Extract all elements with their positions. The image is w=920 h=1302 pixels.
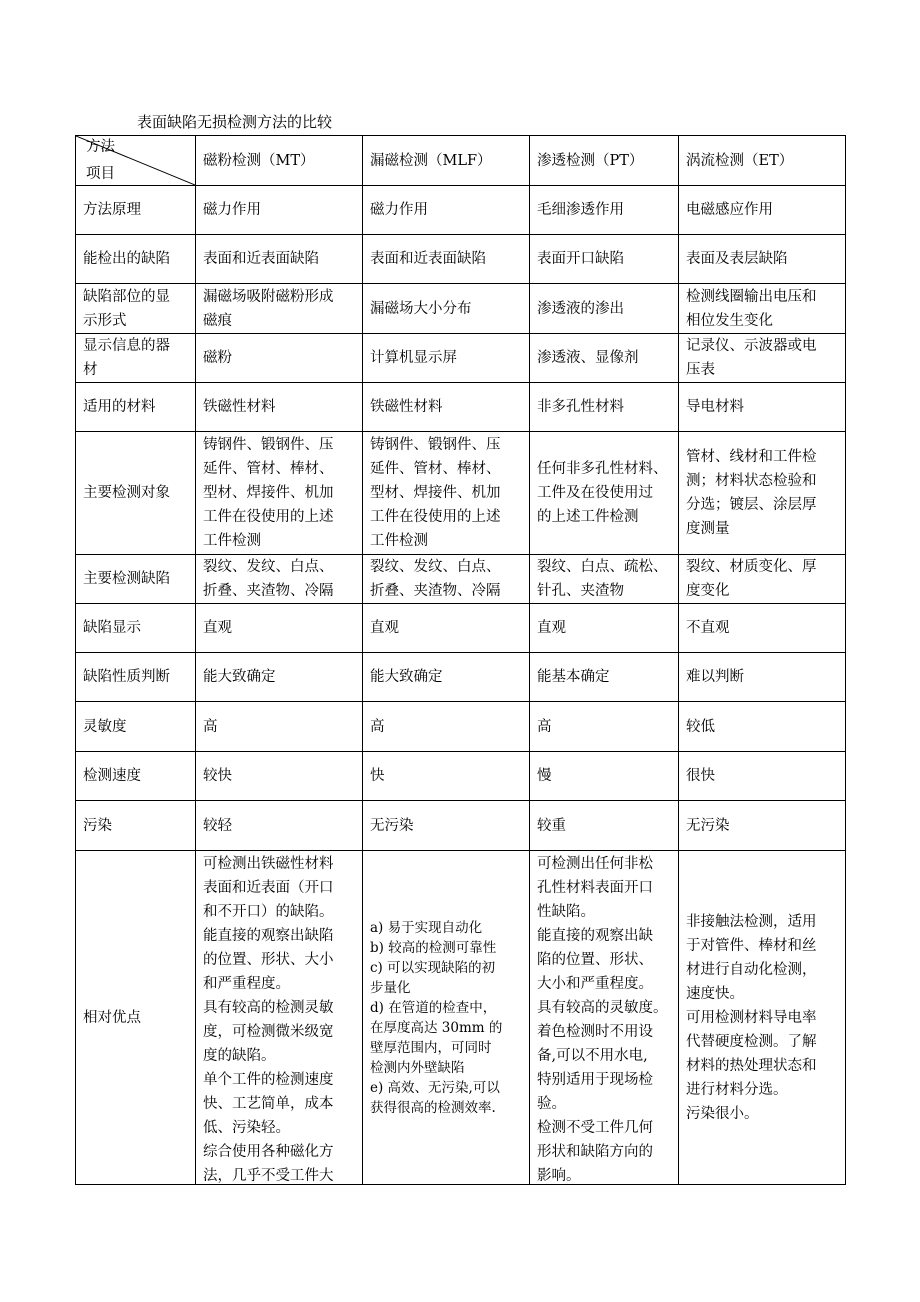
- text-line: 可检测出任何非松: [537, 855, 653, 872]
- cell-defect-judgement-et: [679, 653, 846, 702]
- text-line: 能基本确定: [537, 669, 610, 685]
- text-line: 无污染: [370, 817, 414, 834]
- text-line: 毛细渗透作用: [537, 202, 624, 218]
- cell-sensitivity-mt: [196, 702, 363, 752]
- text-line: 延件、管材、棒材、: [370, 461, 501, 477]
- row-label-advantages: 相对优点: [76, 851, 196, 1185]
- text-line: 和不开口）的缺陷。: [203, 903, 334, 920]
- text-line: 材进行自动化检测，: [686, 961, 817, 978]
- row-detectable-defects: [76, 235, 846, 284]
- text-line: 大小和严重程度。: [537, 975, 653, 992]
- row-label-detectable-defects: [76, 235, 196, 284]
- cell-pollution-mlf: [363, 801, 530, 851]
- row-label-main-defects: [76, 555, 196, 604]
- text-line: 较低: [686, 718, 715, 735]
- text-line: 孔性材料表面开口: [537, 879, 653, 896]
- cell-pollution-mt: [196, 801, 363, 851]
- text-line: 非接触法检测，适用: [686, 913, 817, 930]
- text-line: 缺陷部位的显: [83, 288, 170, 305]
- text-line: 主要检测缺陷: [83, 571, 170, 587]
- row-label-pollution: [76, 801, 196, 851]
- text-line: 工件在役使用的上述: [370, 509, 501, 525]
- text-line: 法，几乎不受工件大: [203, 1167, 334, 1184]
- text-line: 很快: [686, 768, 715, 784]
- text-line: 裂纹、发纹、白点、: [370, 559, 501, 575]
- text-line: 单个工件的检测速度: [203, 1071, 334, 1088]
- text-line: 步量化: [370, 979, 411, 996]
- row-label-speed: [76, 752, 196, 801]
- text-line: 漏磁场大小分布: [370, 300, 472, 317]
- text-line: 可用检测材料导电率: [686, 1009, 817, 1026]
- text-line: 磁粉: [203, 350, 232, 366]
- row-applicable-materials: [76, 383, 846, 432]
- text-line: 工件检测: [370, 533, 428, 549]
- cell-display-form-et: [679, 284, 846, 334]
- cell-applicable-materials-et: [679, 383, 846, 432]
- text-line: 铁磁性材料: [370, 399, 443, 415]
- diagonal-header-cell: [76, 136, 196, 186]
- row-label-defect-judgement: [76, 653, 196, 702]
- text-line: 分选；镀层、涂层厚: [686, 497, 817, 513]
- cell-main-defects-mlf: [363, 555, 530, 604]
- row-label-display-equipment: [76, 334, 196, 383]
- text-line: 度的缺陷。: [203, 1047, 276, 1064]
- row-defect-judgement: [76, 653, 846, 702]
- cell-applicable-materials-mt: [196, 383, 363, 432]
- cell-advantages-et: [679, 851, 846, 1185]
- text-line: 高: [203, 718, 218, 735]
- cell-speed-et: [679, 752, 846, 801]
- text-line: 折叠、夹渣物、冷隔: [203, 583, 334, 599]
- text-line: 方法原理: [83, 202, 141, 218]
- text-line: 较轻: [203, 817, 232, 834]
- text-line: 特别适用于现场检: [537, 1071, 653, 1088]
- cell-main-defects-pt: [530, 555, 679, 604]
- row-defect-display: [76, 604, 846, 653]
- cell-advantages-mt: [196, 851, 363, 1185]
- text-line: 进行材料分选。: [686, 1081, 788, 1098]
- row-main-defects: [76, 555, 846, 604]
- header-method-label: 方法: [86, 139, 115, 155]
- cell-speed-pt: [530, 752, 679, 801]
- text-line: 示形式: [83, 312, 127, 329]
- text-line: 适用的材料: [83, 399, 156, 415]
- cell-speed-mlf: [363, 752, 530, 801]
- text-line: 度，可检测微米级宽: [203, 1023, 334, 1040]
- text-line: 的上述工件检测: [537, 509, 639, 525]
- cell-defect-display-mt: [196, 604, 363, 653]
- text-line: 速度快。: [686, 985, 744, 1002]
- row-label-sensitivity: [76, 702, 196, 752]
- text-line: 主要检测对象: [83, 485, 170, 501]
- text-line: 磁力作用: [370, 202, 428, 218]
- cell-advantages-pt: [530, 851, 679, 1185]
- text-line: 渗透液的渗出: [537, 300, 624, 317]
- text-line: 磁痕: [203, 312, 232, 329]
- row-pollution: [76, 801, 846, 851]
- text-line: e) 高效、无污染,可以: [370, 1079, 500, 1096]
- text-line: 任何非多孔性材料、: [537, 461, 668, 477]
- cell-applicable-materials-mlf: [363, 383, 530, 432]
- text-line: 于对管件、棒材和丝: [686, 937, 817, 954]
- text-line: 裂纹、材质变化、厚: [686, 559, 817, 575]
- header-mt: 磁粉检测（MT）: [196, 136, 363, 186]
- text-line: 裂纹、白点、疏松、: [537, 559, 668, 575]
- cell-defect-display-et: [679, 604, 846, 653]
- text-line: 综合使用各种磁化方: [203, 1143, 334, 1160]
- text-line: 非多孔性材料: [537, 399, 624, 415]
- text-line: 相位发生变化: [686, 312, 773, 329]
- text-line: 显示信息的器: [83, 338, 170, 354]
- text-line: 污染: [83, 817, 112, 834]
- text-line: 可检测出铁磁性材料: [203, 855, 334, 872]
- text-line: 表面和近表面缺陷: [203, 251, 319, 267]
- text-line: 低、污染轻。: [203, 1119, 290, 1136]
- row-main-objects: [76, 432, 846, 555]
- text-line: 能大致确定: [203, 669, 276, 685]
- row-label-main-objects: [76, 432, 196, 555]
- text-line: 快: [370, 768, 385, 784]
- text-line: 铁磁性材料: [203, 399, 276, 415]
- text-line: 性缺陷。: [537, 903, 595, 920]
- text-line: 难以判断: [686, 669, 744, 685]
- cell-main-objects-et: [679, 432, 846, 555]
- advantages-text-mt: [203, 852, 355, 1184]
- text-line: b) 较高的检测可靠性: [370, 939, 497, 956]
- text-line: 获得很高的检测效率.: [370, 1099, 496, 1116]
- cell-defect-judgement-pt: [530, 653, 679, 702]
- cell-display-equipment-et: [679, 334, 846, 383]
- text-line: 能检出的缺陷: [83, 251, 170, 267]
- cell-defect-display-mlf: [363, 604, 530, 653]
- cell-principle-mlf: [363, 186, 530, 235]
- text-line: 记录仪、示波器或电: [686, 338, 817, 354]
- text-line: 材料的热处理状态和: [686, 1057, 817, 1074]
- text-line: 慢: [537, 768, 552, 784]
- text-line: 具有较高的检测灵敏: [203, 999, 334, 1016]
- cell-sensitivity-et: [679, 702, 846, 752]
- text-line: 的位置、形状、大小: [203, 951, 334, 968]
- cell-defect-judgement-mt: [196, 653, 363, 702]
- cell-display-equipment-mlf: [363, 334, 530, 383]
- cell-principle-et: [679, 186, 846, 235]
- text-line: 型材、焊接件、机加: [203, 485, 334, 501]
- cell-speed-mt: [196, 752, 363, 801]
- comparison-table: [75, 135, 846, 1185]
- row-advantages: [76, 851, 846, 1185]
- cell-applicable-materials-pt: [530, 383, 679, 432]
- text-line: 污染很小。: [686, 1105, 759, 1122]
- text-line: 直观: [203, 620, 232, 636]
- text-line: 无污染: [686, 817, 730, 834]
- advantages-text-mlf: [370, 852, 522, 1184]
- text-line: 检测速度: [83, 768, 141, 784]
- text-line: 代替硬度检测。了解: [686, 1033, 817, 1050]
- text-line: 表面和近表面（开口: [203, 879, 334, 896]
- cell-pollution-et: [679, 801, 846, 851]
- text-line: 铸钢件、锻钢件、压: [370, 437, 501, 453]
- text-line: 计算机显示屏: [370, 350, 457, 366]
- cell-display-equipment-pt: [530, 334, 679, 383]
- text-line: 裂纹、发纹、白点、: [203, 559, 334, 575]
- text-line: 直观: [370, 620, 399, 636]
- text-line: 压表: [686, 362, 715, 378]
- cell-main-objects-mlf: [363, 432, 530, 555]
- cell-detectable-defects-pt: [530, 235, 679, 284]
- text-line: 快、工艺简单，成本: [203, 1095, 334, 1112]
- cell-advantages-mlf: [363, 851, 530, 1185]
- text-line: 较快: [203, 768, 232, 784]
- cell-display-equipment-mt: [196, 334, 363, 383]
- advantages-text-et: [686, 852, 838, 1184]
- cell-main-objects-pt: [530, 432, 679, 555]
- text-line: 缺陷性质判断: [83, 669, 170, 685]
- text-line: 表面开口缺陷: [537, 251, 624, 267]
- text-line: 壁厚范围内，可同时: [370, 1039, 492, 1056]
- text-line: 型材、焊接件、机加: [370, 485, 501, 501]
- header-pt: 渗透检测（PT）: [530, 136, 679, 186]
- text-line: 度变化: [686, 583, 730, 599]
- cell-sensitivity-pt: [530, 702, 679, 752]
- text-line: 表面和近表面缺陷: [370, 251, 486, 267]
- text-line: 不直观: [686, 620, 730, 636]
- text-line: 直观: [537, 620, 566, 636]
- text-line: 能大致确定: [370, 669, 443, 685]
- text-line: 工件及在役使用过: [537, 485, 653, 501]
- text-line: 具有较高的灵敏度。: [537, 999, 668, 1016]
- cell-defect-display-pt: [530, 604, 679, 653]
- row-label-principle: [76, 186, 196, 235]
- text-line: 针孔、夹渣物: [537, 583, 624, 599]
- cell-display-form-pt: [530, 284, 679, 334]
- text-line: 检测内外壁缺陷: [370, 1059, 465, 1076]
- text-line: 检测不受工件几何: [537, 1119, 653, 1136]
- cell-display-form-mt: [196, 284, 363, 334]
- header-et: 涡流检测（ET）: [679, 136, 846, 186]
- text-line: 能直接的观察出缺: [537, 927, 653, 944]
- text-line: 影响。: [537, 1167, 581, 1184]
- text-line: 缺陷显示: [83, 620, 141, 636]
- text-line: 管材、线材和工件检: [686, 449, 817, 465]
- document-title: 表面缺陷无损检测方法的比较: [137, 113, 333, 131]
- text-line: 电磁感应作用: [686, 202, 773, 218]
- text-line: 灵敏度: [83, 718, 127, 735]
- row-speed: [76, 752, 846, 801]
- text-line: 备,可以不用水电,: [537, 1047, 648, 1064]
- cell-defect-judgement-mlf: [363, 653, 530, 702]
- text-line: 材: [83, 362, 98, 378]
- text-line: c) 可以实现缺陷的初: [370, 959, 496, 976]
- row-display-form: [76, 284, 846, 334]
- cell-sensitivity-mlf: [363, 702, 530, 752]
- cell-detectable-defects-mlf: [363, 235, 530, 284]
- text-line: 在厚度高达 30mm 的: [370, 1019, 503, 1036]
- text-line: 验。: [537, 1095, 566, 1112]
- text-line: 形状和缺陷方向的: [537, 1143, 653, 1160]
- text-line: 着色检测时不用设: [537, 1023, 653, 1040]
- text-line: 铸钢件、锻钢件、压: [203, 437, 334, 453]
- text-line: 磁力作用: [203, 202, 261, 218]
- advantages-text-pt: [537, 852, 671, 1184]
- text-line: d) 在管道的检查中，: [370, 999, 497, 1016]
- header-row: [76, 136, 846, 186]
- row-sensitivity: [76, 702, 846, 752]
- cell-detectable-defects-et: [679, 235, 846, 284]
- text-line: 表面及表层缺陷: [686, 251, 788, 267]
- text-line: 高: [370, 718, 385, 735]
- cell-display-form-mlf: [363, 284, 530, 334]
- row-principle: [76, 186, 846, 235]
- row-label-applicable-materials: [76, 383, 196, 432]
- cell-principle-pt: [530, 186, 679, 235]
- text-line: 延件、管材、棒材、: [203, 461, 334, 477]
- text-line: 检测线圈输出电压和: [686, 288, 817, 305]
- text-line: a) 易于实现自动化: [370, 919, 483, 936]
- text-line: 高: [537, 718, 552, 735]
- text-line: 较重: [537, 817, 566, 834]
- row-label-display-form: [76, 284, 196, 334]
- cell-main-defects-mt: [196, 555, 363, 604]
- text-line: 能直接的观察出缺陷: [203, 927, 334, 944]
- header-mlf: 漏磁检测（MLF）: [363, 136, 530, 186]
- text-line: 工件在役使用的上述: [203, 509, 334, 525]
- cell-pollution-pt: [530, 801, 679, 851]
- text-line: 和严重程度。: [203, 975, 290, 992]
- text-line: 度测量: [686, 521, 730, 537]
- cell-main-objects-mt: [196, 432, 363, 555]
- text-line: 陷的位置、形状、: [537, 951, 653, 968]
- header-item-label: 项目: [86, 166, 115, 182]
- cell-principle-mt: [196, 186, 363, 235]
- row-label-defect-display: [76, 604, 196, 653]
- text-line: 渗透液、显像剂: [537, 350, 639, 366]
- cell-main-defects-et: [679, 555, 846, 604]
- text-line: 工件检测: [203, 533, 261, 549]
- row-display-equipment: [76, 334, 846, 383]
- text-line: 导电材料: [686, 399, 744, 415]
- text-line: 测；材料状态检验和: [686, 473, 817, 489]
- cell-detectable-defects-mt: [196, 235, 363, 284]
- text-line: 折叠、夹渣物、冷隔: [370, 583, 501, 599]
- text-line: 漏磁场吸附磁粉形成: [203, 288, 334, 305]
